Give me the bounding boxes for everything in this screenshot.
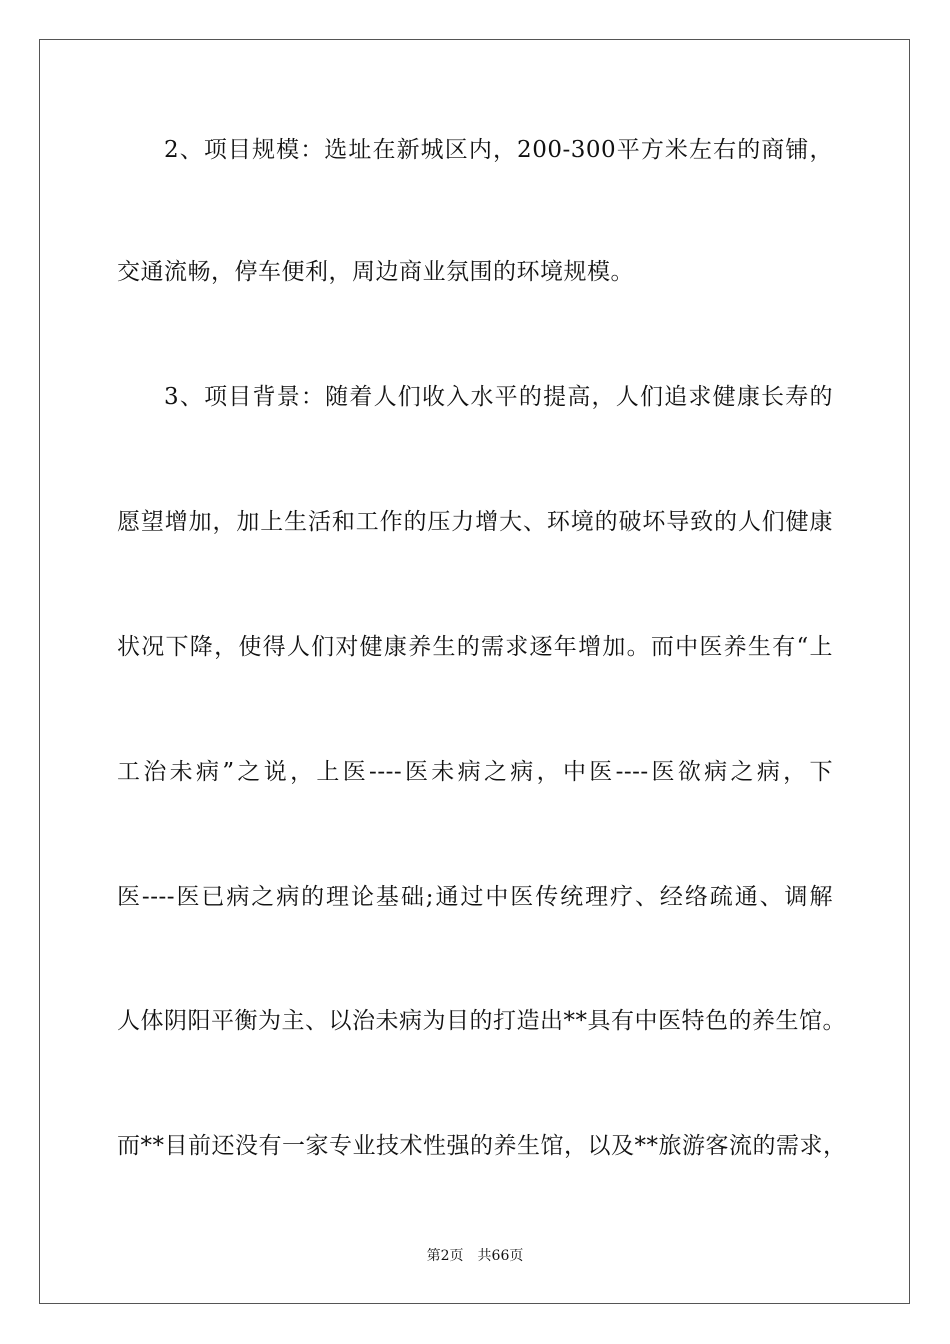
paragraph-line-8: 人体阴阳平衡为主、以治未病为目的打造出**具有中医特色的养生馆。	[117, 1008, 846, 1034]
page-border	[39, 39, 910, 1304]
paragraph-line-3: 3、项目背景：随着人们收入水平的提高，人们追求健康长寿的	[164, 384, 833, 410]
paragraph-line-6: 工治未病”之说，上医----医未病之病，中医----医欲病之病，下	[117, 759, 833, 785]
paragraph-line-4: 愿望增加，加上生活和工作的压力增大、环境的破坏导致的人们健康	[117, 509, 833, 535]
page-number: 第2页	[426, 1248, 464, 1264]
paragraph-line-9: 而**目前还没有一家专业技术性强的养生馆，以及**旅游客流的需求，	[117, 1133, 847, 1159]
paragraph-line-7: 医----医已病之病的理论基础;通过中医传统理疗、经络疏通、调解	[117, 884, 833, 910]
paragraph-line-1: 2、项目规模：选址在新城区内，200-300平方米左右的商铺，	[164, 137, 833, 163]
paragraph-line-2: 交通流畅，停车便利，周边商业氛围的环境规模。	[117, 259, 634, 285]
page-footer	[0, 1247, 950, 1265]
page-total: 共66页	[477, 1248, 524, 1264]
paragraph-line-5: 状况下降，使得人们对健康养生的需求逐年增加。而中医养生有“上	[117, 634, 833, 660]
